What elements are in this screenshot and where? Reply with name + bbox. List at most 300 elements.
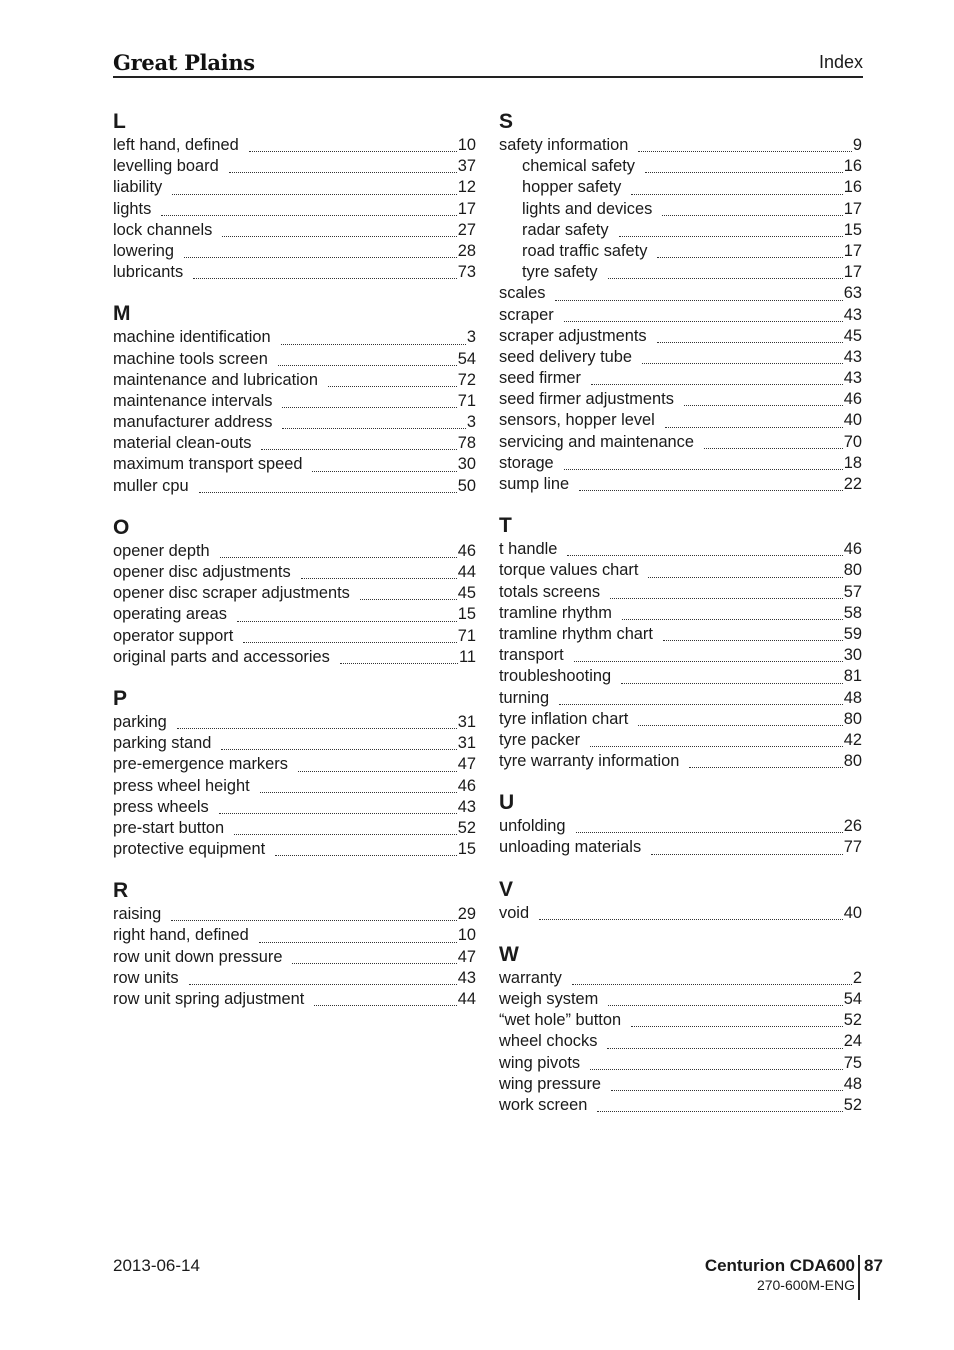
index-term: levelling board xyxy=(113,157,219,176)
index-entry xyxy=(113,541,476,562)
dot-leader xyxy=(663,640,843,641)
index-letter-heading: M xyxy=(113,302,131,326)
index-entry xyxy=(113,733,476,754)
dot-leader xyxy=(608,1005,842,1006)
index-term: transport xyxy=(499,646,564,665)
index-subentry xyxy=(499,177,862,198)
index-page-number: 40 xyxy=(843,411,862,430)
index-entry xyxy=(113,647,476,668)
index-page-number: 2 xyxy=(852,968,862,987)
index-term: row unit down pressure xyxy=(113,947,283,966)
dot-leader xyxy=(340,663,458,664)
section-title: Index xyxy=(818,52,863,72)
dot-leader xyxy=(161,215,457,216)
index-term: pre-emergence markers xyxy=(113,755,288,774)
index-entry xyxy=(499,474,862,495)
index-page-number: 46 xyxy=(457,541,476,560)
index-page-number: 52 xyxy=(843,1011,862,1030)
dot-leader xyxy=(260,792,457,793)
index-page-number: 45 xyxy=(457,584,476,603)
dot-leader xyxy=(610,598,843,599)
index-entry xyxy=(499,903,862,924)
index-entry xyxy=(499,666,862,687)
index-term: chemical safety xyxy=(522,157,635,176)
index-term: left hand, defined xyxy=(113,136,239,154)
index-page-number: 42 xyxy=(843,730,862,749)
index-entry xyxy=(499,1095,862,1116)
index-page-number: 78 xyxy=(457,434,476,453)
index-term: seed firmer xyxy=(499,369,581,388)
index-entry xyxy=(113,262,476,283)
index-page-number: 30 xyxy=(843,646,862,665)
index-entry xyxy=(499,389,862,410)
index-term: road traffic safety xyxy=(522,241,648,260)
index-entry xyxy=(499,1031,862,1052)
index-letter-heading: S xyxy=(499,110,514,133)
index-term: operator support xyxy=(113,626,234,645)
index-entry xyxy=(113,476,476,497)
index-page-number: 73 xyxy=(457,263,476,282)
dot-leader xyxy=(282,428,465,429)
document-number: 270-600M-ENG xyxy=(756,1277,855,1293)
index-page-number: 48 xyxy=(843,1074,862,1093)
index-entry xyxy=(499,816,862,837)
index-term: wing pressure xyxy=(499,1074,602,1093)
index-term: manufacturer address xyxy=(113,413,273,432)
index-letter-heading: R xyxy=(113,879,129,903)
index-entry xyxy=(113,925,476,946)
brand-logo: Great Plains xyxy=(113,50,255,75)
product-name: Centurion CDA600 xyxy=(704,1256,855,1275)
dot-leader xyxy=(177,728,457,729)
index-term: lubricants xyxy=(113,263,184,282)
dot-leader xyxy=(281,344,466,345)
index-entry xyxy=(113,391,476,412)
index-term: tramline rhythm xyxy=(499,603,612,622)
dot-leader xyxy=(591,384,843,385)
dot-leader xyxy=(184,257,457,258)
index-page-number: 43 xyxy=(457,797,476,816)
dot-leader xyxy=(622,619,843,620)
index-term: warranty xyxy=(499,968,562,987)
index-subentry xyxy=(499,241,862,262)
index-term: operating areas xyxy=(113,605,227,624)
index-term: press wheel height xyxy=(113,776,250,795)
index-term: machine identification xyxy=(113,328,271,347)
dot-leader xyxy=(172,194,457,195)
index-entry xyxy=(499,1010,862,1031)
index-page-number: 10 xyxy=(457,926,476,945)
index-page-number: 54 xyxy=(843,990,862,1008)
index-entry xyxy=(113,177,476,198)
index-term: tramline rhythm chart xyxy=(499,624,653,643)
index-page-number: 48 xyxy=(843,688,862,707)
dot-leader xyxy=(689,767,842,768)
index-entry xyxy=(499,989,862,1010)
index-group xyxy=(113,514,476,668)
dot-leader xyxy=(645,172,843,173)
index-term: scales xyxy=(499,284,546,303)
index-letter-heading: O xyxy=(113,515,130,539)
dot-leader xyxy=(608,278,843,279)
index-entry xyxy=(499,305,862,326)
index-page-number: 12 xyxy=(457,178,476,197)
index-page-number: 46 xyxy=(843,390,862,409)
index-term: radar safety xyxy=(522,220,609,239)
index-page-number: 46 xyxy=(843,540,862,559)
index-page-number: 43 xyxy=(843,369,862,388)
index-term: muller cpu xyxy=(113,476,189,495)
index-term: tyre warranty information xyxy=(499,752,680,771)
index-group xyxy=(113,108,476,283)
dot-leader xyxy=(171,920,456,921)
index-entry xyxy=(499,326,862,347)
index-entry xyxy=(499,624,862,645)
index-entry xyxy=(113,370,476,391)
index-subentry xyxy=(499,262,862,283)
index-entry xyxy=(113,349,476,370)
dot-leader xyxy=(662,215,842,216)
index-page-number: 17 xyxy=(843,263,862,282)
index-entry xyxy=(113,241,476,262)
dot-leader xyxy=(638,151,852,152)
index-page-number: 45 xyxy=(843,326,862,345)
index-group xyxy=(499,941,862,1116)
index-page-number: 46 xyxy=(457,776,476,795)
index-page-number: 3 xyxy=(466,413,476,432)
index-entry xyxy=(113,604,476,625)
index-page-number: 80 xyxy=(843,561,862,580)
index-term: scraper xyxy=(499,305,554,324)
index-entry xyxy=(113,797,476,818)
index-term: servicing and maintenance xyxy=(499,432,694,451)
index-page-number: 26 xyxy=(843,817,862,836)
dot-leader xyxy=(328,386,457,387)
dot-leader xyxy=(298,771,457,772)
dot-leader xyxy=(360,599,457,600)
index-entry xyxy=(499,603,862,624)
index-term: sensors, hopper level xyxy=(499,411,655,430)
dot-leader xyxy=(579,490,843,491)
index-entry xyxy=(113,626,476,647)
dot-leader xyxy=(638,725,842,726)
index-term: tyre inflation chart xyxy=(499,709,629,728)
index-term: troubleshooting xyxy=(499,667,612,686)
index-entry xyxy=(113,818,476,839)
index-term: right hand, defined xyxy=(113,926,249,945)
index-term: hopper safety xyxy=(522,178,622,197)
index-term: storage xyxy=(499,453,554,472)
index-page-number: 63 xyxy=(843,284,862,303)
index-page-number: 17 xyxy=(843,199,862,218)
index-entry xyxy=(499,688,862,709)
dot-leader xyxy=(539,919,843,920)
dot-leader xyxy=(648,577,842,578)
index-page-number: 18 xyxy=(843,453,862,472)
index-page-number: 71 xyxy=(457,626,476,645)
dot-leader xyxy=(275,855,457,856)
index-entry xyxy=(113,839,476,860)
index-term: row units xyxy=(113,968,179,987)
index-entry xyxy=(499,283,862,304)
index-term: torque values chart xyxy=(499,561,639,580)
index-letter-heading: L xyxy=(113,110,126,133)
index-page-number: 75 xyxy=(843,1053,862,1072)
index-page-number: 24 xyxy=(843,1032,862,1051)
dot-leader xyxy=(607,1048,842,1049)
dot-leader xyxy=(282,407,456,408)
index-page-number: 52 xyxy=(843,1095,862,1114)
index-page-number: 43 xyxy=(843,305,862,324)
index-page-number: 43 xyxy=(843,347,862,366)
index-entry xyxy=(499,582,862,603)
index-page-number: 44 xyxy=(457,990,476,1008)
index-group xyxy=(499,876,862,924)
dot-leader xyxy=(631,194,842,195)
dot-leader xyxy=(665,427,843,428)
index-page-number: 10 xyxy=(457,136,476,154)
index-term: t handle xyxy=(499,540,558,559)
index-column-right xyxy=(499,108,862,1133)
index-page-number: 71 xyxy=(457,391,476,410)
index-term: protective equipment xyxy=(113,840,266,859)
index-entry xyxy=(113,776,476,797)
index-letter-heading: T xyxy=(499,514,512,538)
index-term: wing pivots xyxy=(499,1053,581,1072)
dot-leader xyxy=(314,1005,456,1006)
dot-leader xyxy=(572,984,852,985)
dot-leader xyxy=(576,832,843,833)
index-page-number: 17 xyxy=(843,241,862,260)
index-page-number: 81 xyxy=(843,667,862,686)
index-term: liability xyxy=(113,178,163,197)
index-term: row unit spring adjustment xyxy=(113,990,305,1008)
index-subentry xyxy=(499,199,862,220)
index-entry xyxy=(113,754,476,775)
index-page-number: 16 xyxy=(843,157,862,176)
dot-leader xyxy=(651,854,843,855)
index-entry xyxy=(499,968,862,989)
index-page-number: 22 xyxy=(843,475,862,493)
index-term: unfolding xyxy=(499,817,566,836)
index-term: wheel chocks xyxy=(499,1032,598,1051)
index-term: lowering xyxy=(113,241,175,260)
index-group xyxy=(499,512,862,772)
index-entry xyxy=(499,1053,862,1074)
index-group xyxy=(113,300,476,497)
index-term: material clean-outs xyxy=(113,434,252,453)
dot-leader xyxy=(237,621,457,622)
index-page-number: 80 xyxy=(843,752,862,771)
index-entry xyxy=(499,135,862,156)
dot-leader xyxy=(278,365,457,366)
dot-leader xyxy=(567,555,842,556)
index-entry xyxy=(113,968,476,989)
dot-leader xyxy=(611,1090,843,1091)
index-term: lock channels xyxy=(113,220,213,239)
index-term: parking xyxy=(113,712,167,731)
dot-leader xyxy=(619,236,843,237)
index-term: opener depth xyxy=(113,541,210,560)
dot-leader xyxy=(189,984,457,985)
index-term: void xyxy=(499,903,530,922)
index-page-number: 59 xyxy=(843,624,862,643)
index-page-number: 15 xyxy=(457,840,476,859)
index-page-number: 47 xyxy=(457,755,476,774)
index-group xyxy=(113,685,476,860)
index-entry xyxy=(113,412,476,433)
dot-leader xyxy=(631,1026,843,1027)
index-entry xyxy=(113,156,476,177)
index-entry xyxy=(113,712,476,733)
dot-leader xyxy=(590,1069,843,1070)
index-page-number: 40 xyxy=(843,903,862,922)
index-page-number: 52 xyxy=(457,818,476,837)
dot-leader xyxy=(292,963,456,964)
index-term: sump line xyxy=(499,475,570,493)
index-entry xyxy=(113,562,476,583)
dot-leader xyxy=(657,342,843,343)
index-page-number: 43 xyxy=(457,968,476,987)
dot-leader xyxy=(657,257,842,258)
index-term: totals screens xyxy=(499,582,601,601)
index-page-number: 15 xyxy=(843,220,862,239)
index-group xyxy=(499,789,862,858)
index-entry xyxy=(499,539,862,560)
dot-leader xyxy=(642,363,843,364)
page-header xyxy=(113,48,863,78)
index-page-number: 47 xyxy=(457,947,476,966)
index-entry xyxy=(113,989,476,1010)
index-page-number: 44 xyxy=(457,563,476,581)
index-entry xyxy=(113,947,476,968)
index-page-number: 31 xyxy=(457,712,476,731)
index-term: machine tools screen xyxy=(113,349,268,368)
index-term: raising xyxy=(113,905,162,924)
index-term: work screen xyxy=(499,1095,588,1114)
index-term: opener disc scraper adjustments xyxy=(113,584,350,603)
index-entry xyxy=(499,368,862,389)
index-entry xyxy=(499,560,862,581)
index-page-number: 3 xyxy=(466,328,476,347)
index-group xyxy=(113,877,476,1010)
index-letter-heading: W xyxy=(499,942,519,966)
dot-leader xyxy=(243,642,456,643)
index-entry xyxy=(499,645,862,666)
dot-leader xyxy=(219,813,457,814)
index-entry xyxy=(499,453,862,474)
index-entry xyxy=(113,433,476,454)
index-page-number: 30 xyxy=(457,455,476,474)
index-letter-heading: P xyxy=(113,686,128,710)
index-term: seed firmer adjustments xyxy=(499,390,674,409)
dot-leader xyxy=(261,449,456,450)
dot-leader xyxy=(259,942,457,943)
index-term: opener disc adjustments xyxy=(113,563,291,581)
index-term: original parts and accessories xyxy=(113,647,330,666)
index-page-number: 28 xyxy=(457,241,476,260)
index-page-number: 58 xyxy=(843,603,862,622)
index-subentry xyxy=(499,156,862,177)
index-term: parking stand xyxy=(113,734,212,753)
index-entry xyxy=(113,220,476,241)
index-entry xyxy=(113,454,476,475)
dot-leader xyxy=(229,172,457,173)
index-term: unloading materials xyxy=(499,838,642,857)
index-page-number: 57 xyxy=(843,582,862,601)
dot-leader xyxy=(564,469,843,470)
dot-leader xyxy=(684,405,843,406)
index-page-number: 72 xyxy=(457,370,476,389)
dot-leader xyxy=(555,300,842,301)
index-subentry xyxy=(499,220,862,241)
index-page-number: 54 xyxy=(457,349,476,368)
index-page-number: 31 xyxy=(457,734,476,753)
index-term: safety information xyxy=(499,136,629,154)
index-entry xyxy=(499,410,862,431)
dot-leader xyxy=(704,448,843,449)
dot-leader xyxy=(301,578,457,579)
index-term: maintenance and lubrication xyxy=(113,370,319,389)
index-entry xyxy=(499,730,862,751)
index-page-number: 17 xyxy=(457,199,476,218)
index-term: lights and devices xyxy=(522,199,653,218)
index-term: maintenance intervals xyxy=(113,391,273,410)
dot-leader xyxy=(590,746,843,747)
dot-leader xyxy=(312,471,456,472)
index-page-number: 37 xyxy=(457,157,476,176)
index-entry xyxy=(113,904,476,925)
index-letter-heading: V xyxy=(499,877,514,901)
index-term: weigh system xyxy=(499,990,599,1008)
page-number: 87 xyxy=(864,1256,883,1275)
index-page-number: 50 xyxy=(457,476,476,495)
footer-product-block xyxy=(705,1256,855,1293)
dot-leader xyxy=(249,151,457,152)
index-page-number: 9 xyxy=(852,136,862,154)
index-entry xyxy=(113,199,476,220)
dot-leader xyxy=(222,236,456,237)
dot-leader xyxy=(559,704,843,705)
dot-leader xyxy=(564,321,843,322)
dot-leader xyxy=(193,278,457,279)
index-page-number: 80 xyxy=(843,709,862,728)
index-term: lights xyxy=(113,199,152,218)
index-term: turning xyxy=(499,688,550,707)
index-page-number: 27 xyxy=(457,220,476,239)
index-term: maximum transport speed xyxy=(113,455,303,474)
index-term: pre-start button xyxy=(113,818,225,837)
index-letter-heading: U xyxy=(499,791,515,815)
index-entry xyxy=(113,327,476,348)
dot-leader xyxy=(597,1111,842,1112)
index-page-number: 77 xyxy=(843,838,862,857)
index-column-left xyxy=(113,108,476,1027)
index-page-number: 11 xyxy=(458,647,476,666)
dot-leader xyxy=(621,683,843,684)
index-entry xyxy=(499,432,862,453)
index-entry xyxy=(499,709,862,730)
index-entry xyxy=(499,837,862,858)
dot-leader xyxy=(220,557,457,558)
footer-divider xyxy=(858,1255,860,1300)
index-entry xyxy=(113,583,476,604)
index-term: press wheels xyxy=(113,797,209,816)
dot-leader xyxy=(234,834,457,835)
index-page-number: 29 xyxy=(457,905,476,924)
index-entry xyxy=(113,135,476,156)
index-term: “wet hole” button xyxy=(499,1011,622,1030)
